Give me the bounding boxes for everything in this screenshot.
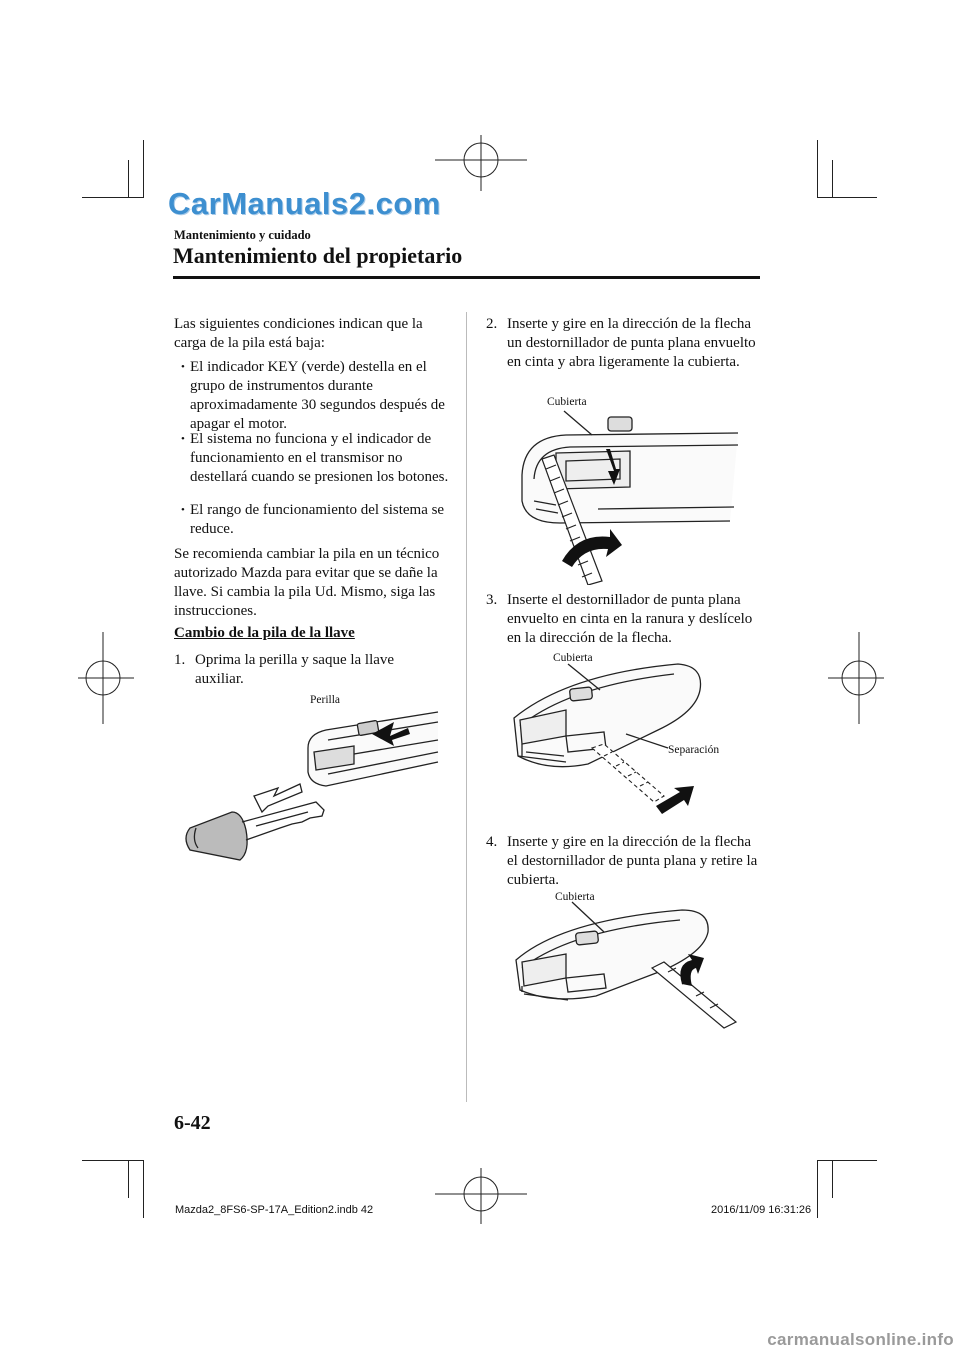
- page-number: 6-42: [174, 1112, 211, 1134]
- step-text: Inserte y gire en la dirección de la flecha el destornillador de punta plana y retire la cubierta.: [507, 834, 758, 888]
- watermark-link-bottom[interactable]: carmanualsonline.info: [767, 1330, 954, 1349]
- recommendation-paragraph: Se recomienda cambiar la pila en un técnico autorizado Mazda para evitar que se dañe la llave. Si cambia la pila Ud. Mismo, siga las instrucciones.: [174, 546, 440, 619]
- section-heading: Cambio de la pila de la llave: [174, 625, 355, 641]
- step-2: [486, 315, 760, 372]
- step-number: 3.: [486, 592, 498, 608]
- figure-remove-cover: [512, 900, 742, 1030]
- figure-label-cover: Cubierta: [553, 652, 593, 664]
- registration-mark-right: [828, 632, 884, 724]
- step-3: [486, 591, 760, 648]
- figure-label-cover: Cubierta: [547, 396, 587, 408]
- step-text: Inserte el destornillador de punta plana envuelto en cinta en la ranura y deslícelo en la dirección de la flecha.: [507, 592, 753, 646]
- step-number: 4.: [486, 834, 498, 850]
- figure-label-knob: Perilla: [310, 694, 341, 706]
- bullet-item: • El sistema no funciona y el indicador de funcionamiento en el transmisor no destellará cuando se presionen los botones.: [181, 430, 452, 487]
- figure-label-cover: Cubierta: [555, 891, 595, 903]
- intro-paragraph: Las siguientes condiciones indican que la carga de la pila está baja:: [174, 316, 423, 351]
- bullet-item: • El rango de funcionamiento del sistema se reduce.: [181, 501, 452, 539]
- step-1: [174, 651, 444, 689]
- figure-label-gap: Separación: [668, 744, 720, 756]
- section-label: Mantenimiento y cuidado: [174, 228, 311, 242]
- figure-slide-screwdriver: [508, 660, 708, 820]
- step-number: 2.: [486, 316, 498, 332]
- title-rule: [173, 276, 760, 279]
- figure-key-removal: [176, 700, 444, 875]
- registration-mark-left: [78, 632, 134, 724]
- registration-mark-top: [435, 135, 527, 191]
- bullet-item: • El indicador KEY (verde) destella en el grupo de instrumentos durante aproximadamente 30 segundos después de apagar el motor.: [181, 358, 452, 434]
- watermark-logo-top[interactable]: CarManuals2.com: [168, 186, 441, 221]
- column-divider: [466, 312, 467, 1102]
- step-4: [486, 833, 760, 890]
- step-number: 1.: [174, 652, 186, 668]
- figure-open-cover: [510, 405, 740, 585]
- footer-file-name: Mazda2_8FS6-SP-17A_Edition2.indb 42: [175, 1204, 374, 1216]
- page-title: Mantenimiento del propietario: [173, 243, 463, 268]
- step-text: Oprima la perilla y saque la llave auxiliar.: [195, 652, 395, 687]
- step-text: Inserte y gire en la dirección de la flecha un destornillador de punta plana envuelto en cinta y abra ligeramente la cubierta.: [507, 316, 756, 370]
- registration-mark-bottom: [435, 1168, 527, 1224]
- footer-timestamp: 2016/11/09 16:31:26: [711, 1204, 812, 1216]
